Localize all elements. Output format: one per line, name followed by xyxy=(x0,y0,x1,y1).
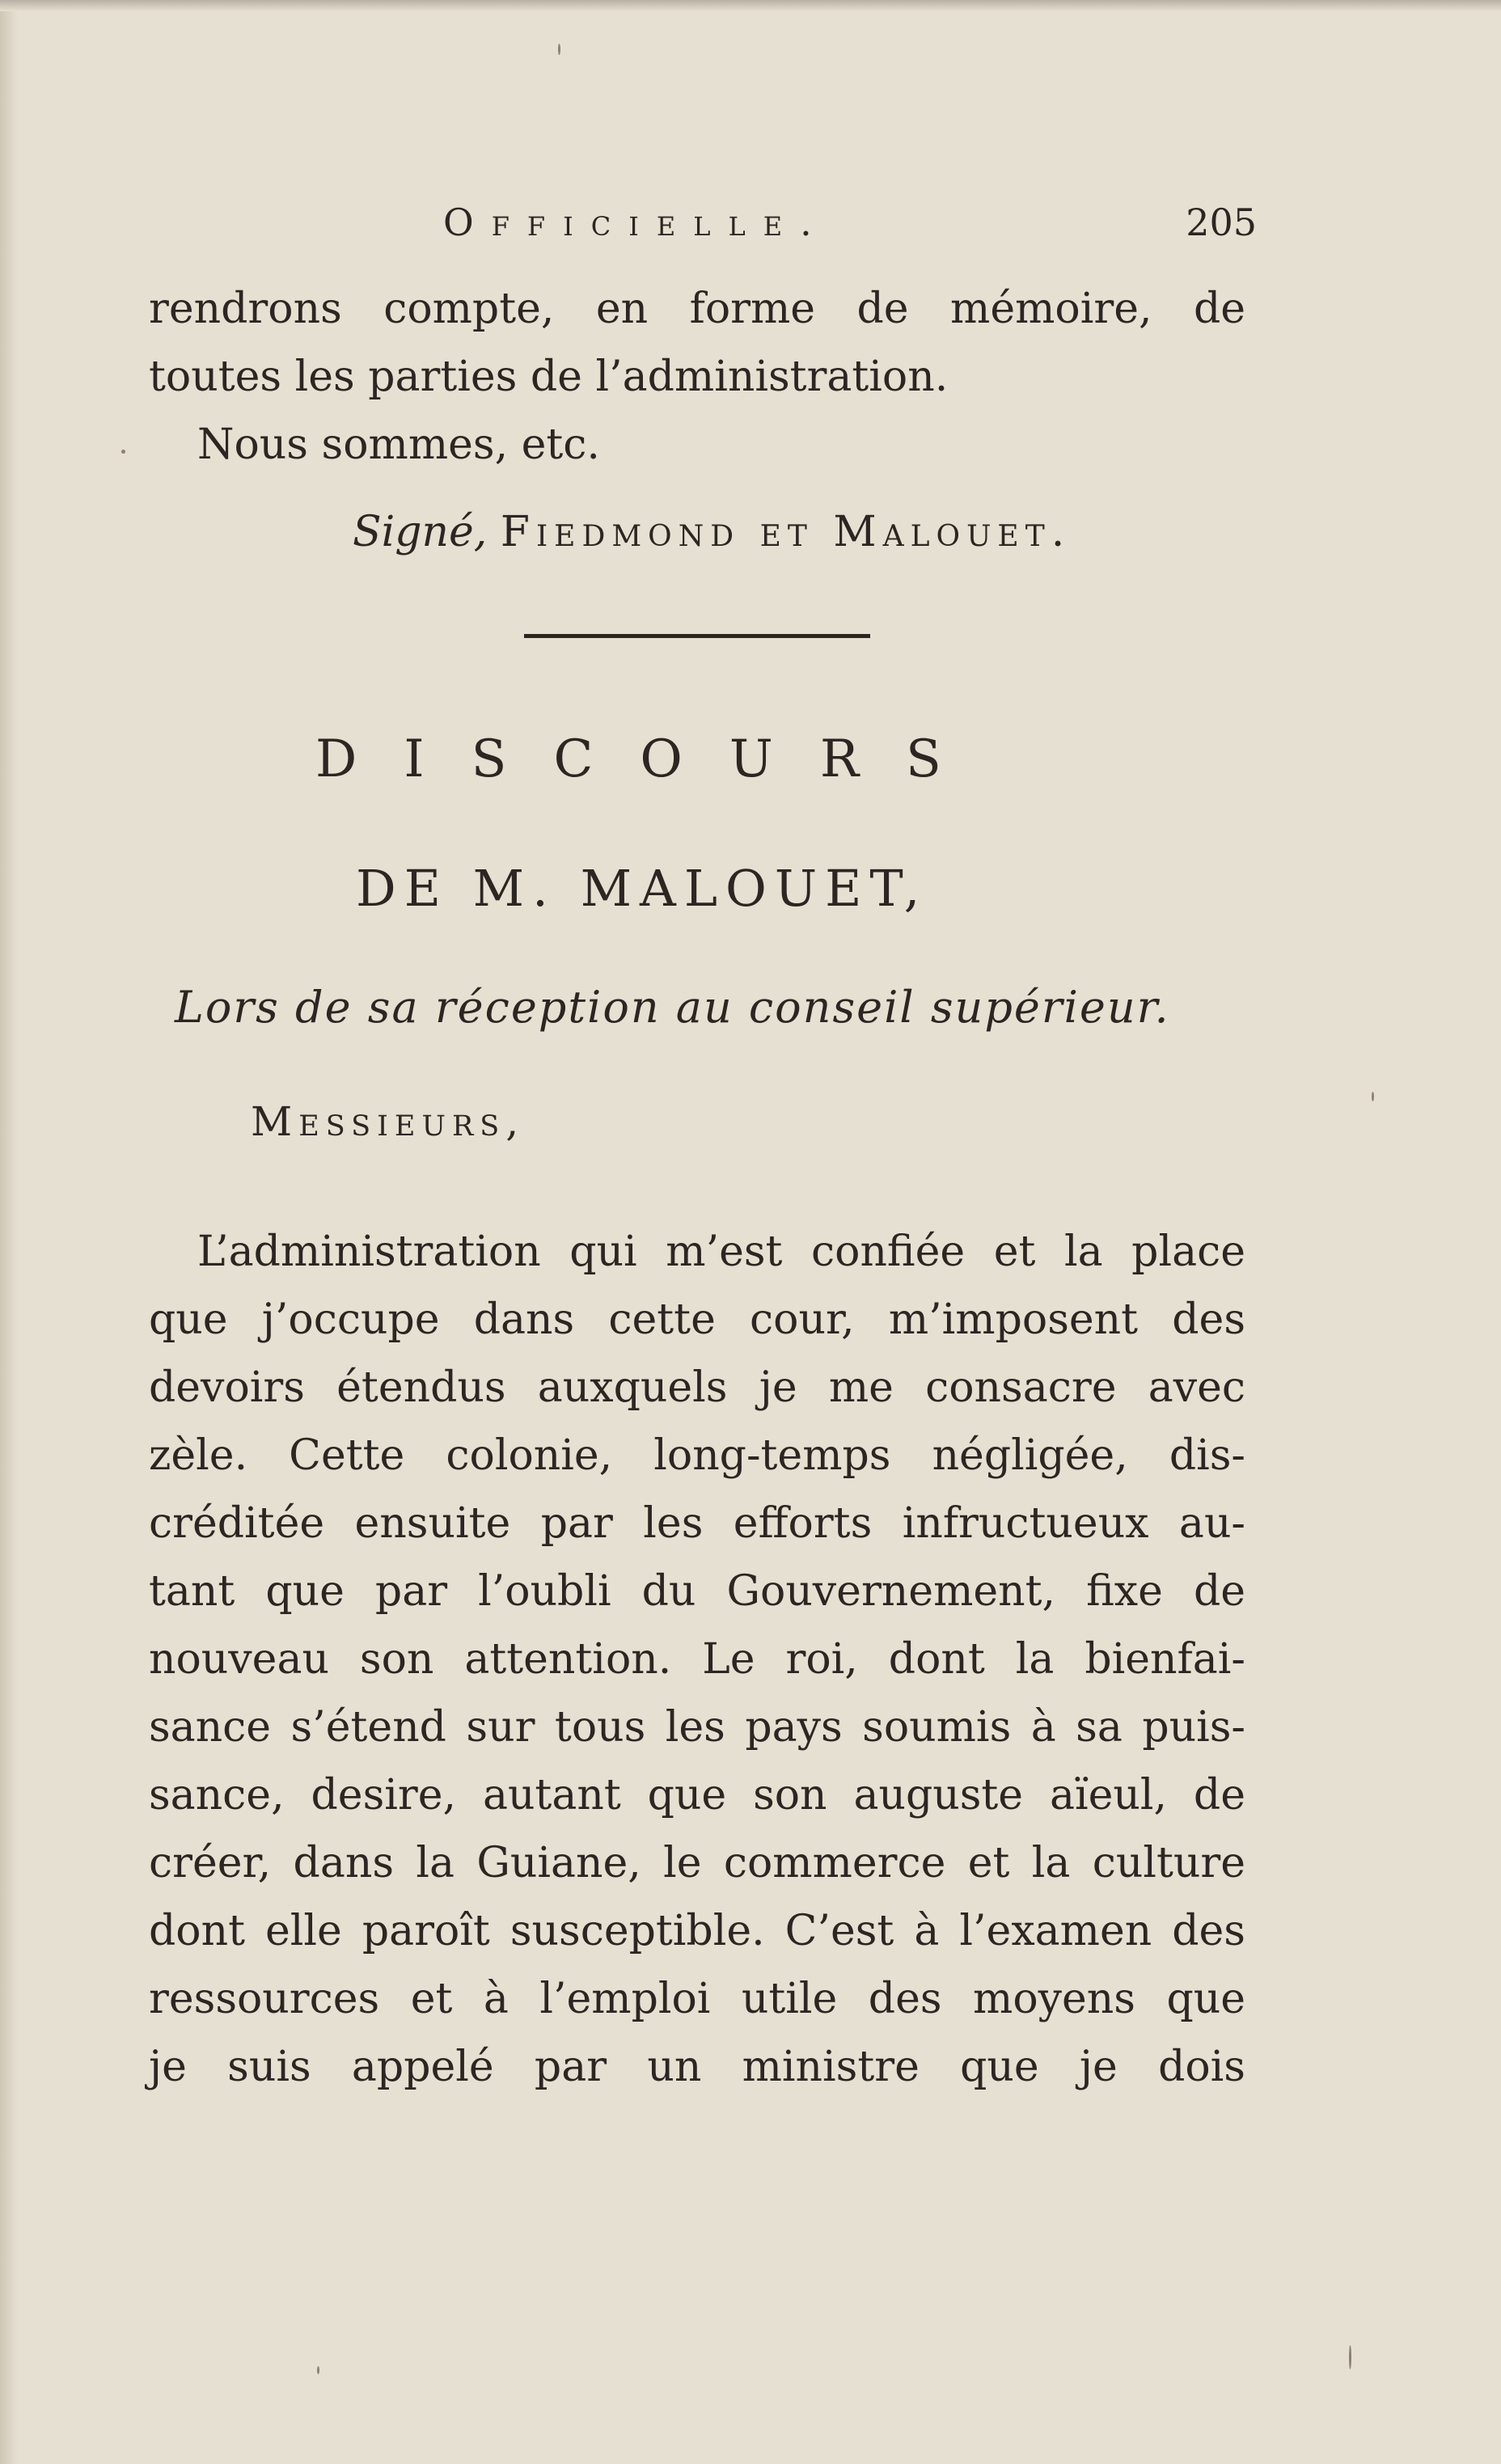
page-top-edge-shadow xyxy=(0,0,1501,11)
salutation: Messieurs, xyxy=(251,1098,526,1145)
closing-formula: Nous sommes, etc. xyxy=(197,421,600,469)
speech-line: dont elle paroît susceptible. C’est à l’examen des xyxy=(149,1907,1245,1955)
section-title: DISCOURS xyxy=(315,729,988,789)
speech-line: nouveau son attention. Le roi, dont la bienfai- xyxy=(149,1635,1245,1684)
paper-speck xyxy=(317,2366,319,2374)
speech-line: je suis appelé par un ministre que je dois xyxy=(149,2043,1245,2091)
speech-line: zèle. Cette colonie, long-temps négligée, dis- xyxy=(149,1431,1245,1480)
page-left-edge-shadow xyxy=(0,0,18,2464)
intro-line: rendrons compte, en forme de mémoire, de xyxy=(149,285,1245,333)
speech-line: créditée ensuite par les efforts infructueux au- xyxy=(149,1499,1245,1548)
signature-line xyxy=(353,508,1071,556)
speech-line: devoirs étendus auxquels je me consacre avec xyxy=(149,1363,1245,1412)
running-title: Officielle. xyxy=(443,201,830,244)
speech-line: ressources et à l’emploi utile des moyens que xyxy=(149,1975,1245,2023)
section-subtitle: DE M. MALOUET, xyxy=(356,859,928,918)
page-number: 205 xyxy=(1186,201,1257,244)
paper-speck xyxy=(121,450,125,454)
page-header xyxy=(443,201,1257,265)
section-divider-rule xyxy=(524,634,870,638)
speech-line: créer, dans la Guiane, le commerce et la culture xyxy=(149,1839,1245,1887)
speech-line: L’administration qui m’est confiée et la place xyxy=(197,1228,1245,1276)
signed-label: Signé, xyxy=(353,508,488,556)
paper-speck xyxy=(1349,2345,1351,2369)
speech-line: sance, desire, autant que son auguste aïeul, de xyxy=(149,1771,1245,1819)
section-occasion: Lors de sa réception au conseil supérieur. xyxy=(175,982,1170,1033)
paper-speck xyxy=(558,44,560,55)
signatory-names: Fiedmond et Malouet. xyxy=(500,508,1072,556)
speech-line: sance s’étend sur tous les pays soumis à sa puis- xyxy=(149,1703,1245,1752)
paper-speck xyxy=(1372,1092,1374,1101)
intro-line: toutes les parties de l’administration. xyxy=(149,353,949,401)
speech-line: que j’occupe dans cette cour, m’imposent des xyxy=(149,1295,1245,1344)
speech-line: tant que par l’oubli du Gouvernement, fixe de xyxy=(149,1567,1245,1616)
